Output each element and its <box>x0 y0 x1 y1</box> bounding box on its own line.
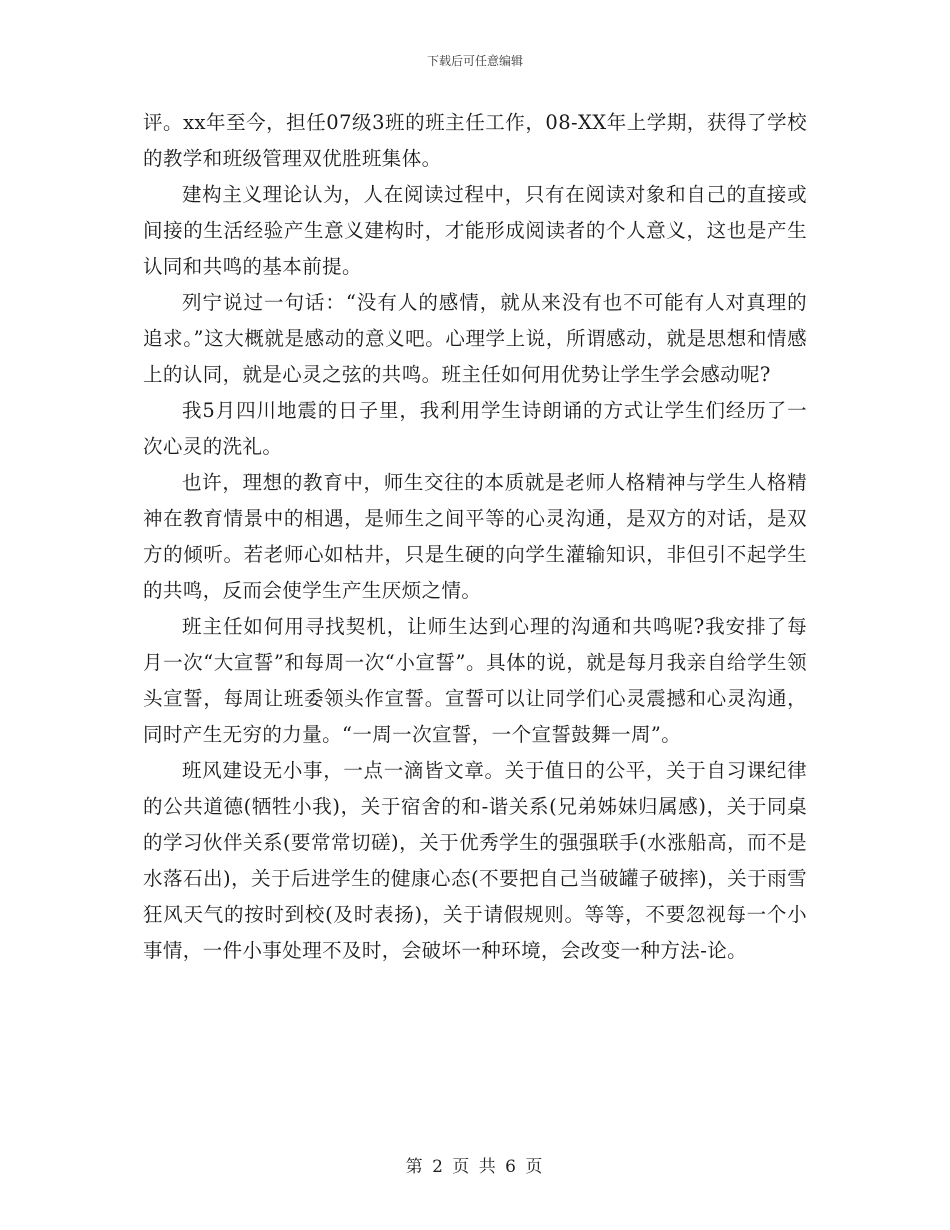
paragraph-1: 评。xx年至今，担任07级3班的班主任工作，08-XX年上学期，获得了学校的教学和班级管理双优胜班集体。 <box>143 111 807 170</box>
paragraph-3: 列宁说过一句话：“没有人的感情，就从来没有也不可能有人对真理的追求。”这大概就是感动的意义吧。心理学上说，所谓感动，就是思想和情感上的认同，就是心灵之弦的共鸣。班主任如何用优势让学生学会感动呢? <box>143 291 807 386</box>
paragraph-5: 也许，理想的教育中，师生交往的本质就是老师人格精神与学生人格精神在教育情景中的相遇，是师生之间平等的心灵沟通，是双方的对话，是双方的倾听。若老师心如枯井，只是生硬的向学生灌输知识，非但引不起学生的共鸣，反而会使学生产生厌烦之情。 <box>143 471 807 602</box>
page-number-footer: 第 2 页 共 6 页 <box>405 1157 545 1177</box>
paragraph-2: 建构主义理论认为，人在阅读过程中，只有在阅读对象和自己的直接或间接的生活经验产生意义建构时，才能形成阅读者的个人意义，这也是产生认同和共鸣的基本前提。 <box>143 183 807 278</box>
page-header-note: 下载后可任意编辑 <box>426 54 523 68</box>
paragraph-6: 班主任如何用寻找契机，让师生达到心理的沟通和共鸣呢?我安排了每月一次“大宣誓”和每周一次“小宣誓”。具体的说，就是每月我亲自给学生领头宣誓，每周让班委领头作宣誓。宣誓可以让同学们心灵震撼和心灵沟通，同时产生无穷的力量。“一周一次宣誓，一个宣誓鼓舞一周”。 <box>143 615 807 746</box>
paragraph-7: 班风建设无小事，一点一滴皆文章。关于值日的公平，关于自习课纪律的公共道德(牺牲小我)，关于宿舍的和-谐关系(兄弟姊妹归属感)，关于同桌的学习伙伴关系(要常常切磋)，关于优秀学生的强强联手(水涨船高，而不是水落石出)，关于后进学生的健康心态(不要把自己当破罐子破摔)，关于雨雪狂风天气的按时到校(及时表扬)，关于请假规则。等等，不要忽视每一个小事情，一件小事处理不及时，会破坏一种环境，会改变一种方法-论。 <box>143 759 807 962</box>
document-body <box>143 105 807 969</box>
paragraph-4: 我5月四川地震的日子里，我利用学生诗朗诵的方式让学生们经历了一次心灵的洗礼。 <box>143 399 807 458</box>
